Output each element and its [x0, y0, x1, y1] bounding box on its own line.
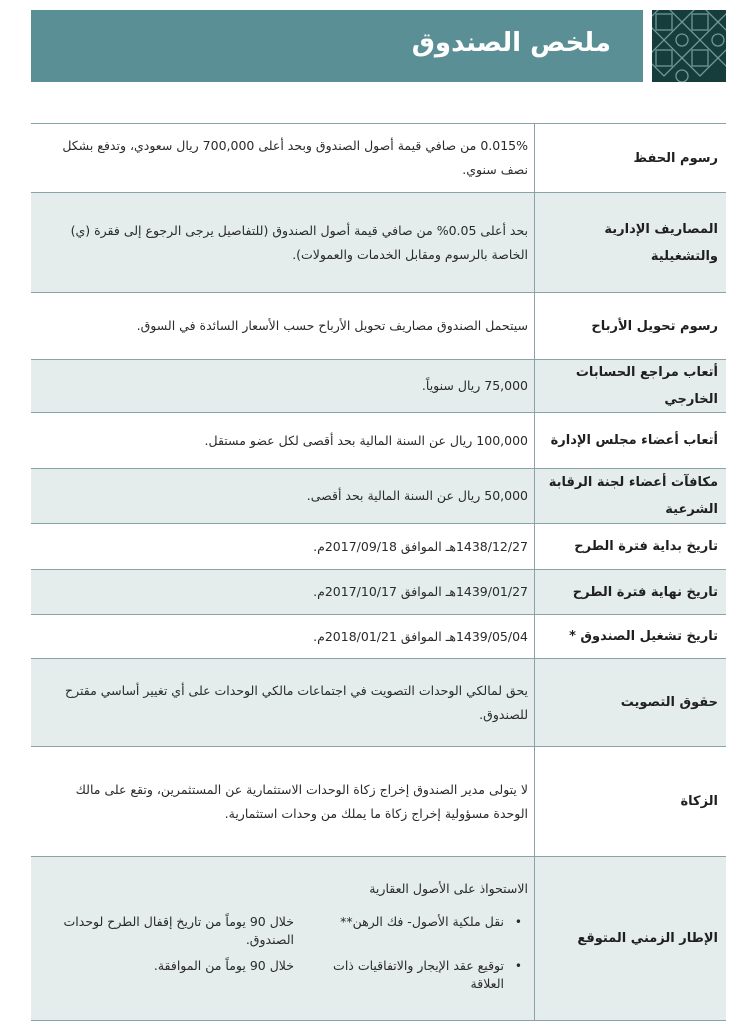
fund-summary-table	[31, 123, 726, 1021]
timeline-cell	[31, 857, 535, 1020]
row-value: 0.015% من صافي قيمة أصول الصندوق وبحد أعلى 700,000 ريال سعودي، وتدفع بشكل نصف سنوي.	[31, 124, 535, 192]
row-value: 1438/12/27هـ الموافق 2017/09/18م.	[31, 524, 535, 569]
table-row	[31, 469, 726, 524]
row-label: تاريخ تشغيل الصندوق *	[569, 629, 718, 644]
row-label: رسوم تحويل الأرباح	[591, 318, 718, 334]
timeline-durations	[39, 913, 312, 1001]
row-value: يحق لمالكي الوحدات التصويت في اجتماعات مالكي الوحدات على أي تغيير أساسي مقترح للصندوق.	[31, 659, 535, 746]
row-value: 1439/05/04هـ الموافق 2018/01/21م.	[31, 615, 535, 658]
row-label: رسوم الحفظ	[633, 150, 718, 166]
row-label: حقوق التصويت	[620, 695, 718, 710]
table-row	[31, 124, 726, 193]
timeline-step: توقيع عقد الإيجار والاتفاقيات ذات العلاقة	[333, 958, 504, 991]
row-value: 1439/01/27هـ الموافق 2017/10/17م.	[31, 570, 535, 614]
row-value: 100,000 ريال عن السنة المالية بحد أقصى لكل عضو مستقل.	[31, 413, 535, 468]
row-label: أتعاب أعضاء مجلس الإدارة	[550, 433, 718, 448]
table-row	[31, 293, 726, 360]
page-title: ملخص الصندوق	[411, 28, 611, 58]
row-label: مكافآت أعضاء لجنة الرقابة الشرعية	[548, 475, 718, 517]
bullet: •	[514, 959, 522, 973]
row-label: المصاريف الإدارية والتشغيلية	[604, 221, 718, 264]
table-row	[31, 360, 726, 413]
timeline-duration: خلال 90 يوماً من تاريخ إقفال الطرح لوحدات الصندوق.	[63, 914, 294, 947]
table-row	[31, 413, 726, 469]
row-value: سيتحمل الصندوق مصاريف تحويل الأرباح حسب الأسعار السائدة في السوق.	[31, 293, 535, 359]
title-banner	[31, 10, 643, 82]
table-row	[31, 659, 726, 747]
row-label: الزكاة	[680, 794, 718, 809]
timeline-heading: الاستحواذ على الأصول العقارية	[369, 881, 528, 896]
timeline-steps	[312, 913, 522, 1001]
row-label: تاريخ بداية فترة الطرح	[574, 539, 718, 554]
table-row	[31, 747, 726, 857]
table-row-timeline	[31, 857, 726, 1021]
timeline-duration: خلال 90 يوماً من الموافقة.	[153, 958, 294, 973]
row-value: بحد أعلى 0.05% من صافي قيمة أصول الصندوق (للتفاصيل يرجى الرجوع إلى فقرة (ي) الخاصة بالرسوم ومقابل الخدمات والعمولات).	[31, 193, 535, 292]
row-label: تاريخ نهاية فترة الطرح	[572, 584, 718, 600]
table-row	[31, 615, 726, 659]
islamic-pattern-logo	[652, 10, 726, 82]
row-value: 75,000 ريال سنوياً.	[31, 360, 535, 412]
bullet: •	[514, 915, 522, 929]
row-value: 50,000 ريال عن السنة المالية بحد أقصى.	[31, 469, 535, 523]
table-row	[31, 570, 726, 615]
row-label: الإطار الزمني المتوقع	[577, 931, 718, 946]
table-row	[31, 193, 726, 293]
timeline-grid	[39, 913, 528, 1001]
row-label: أتعاب مراجع الحسابات الخارجي	[575, 365, 718, 407]
table-row	[31, 524, 726, 570]
list-item	[312, 913, 522, 957]
row-value: لا يتولى مدير الصندوق إخراج زكاة الوحدات الاستثمارية عن المستثمرين، وتقع على مالك الوحدة مسؤولية إخراج زكاة ما يملك من وحدات استثمارية.	[31, 747, 535, 856]
timeline-step: نقل ملكية الأصول- فك الرهن**	[340, 914, 504, 929]
list-item	[312, 957, 522, 1001]
